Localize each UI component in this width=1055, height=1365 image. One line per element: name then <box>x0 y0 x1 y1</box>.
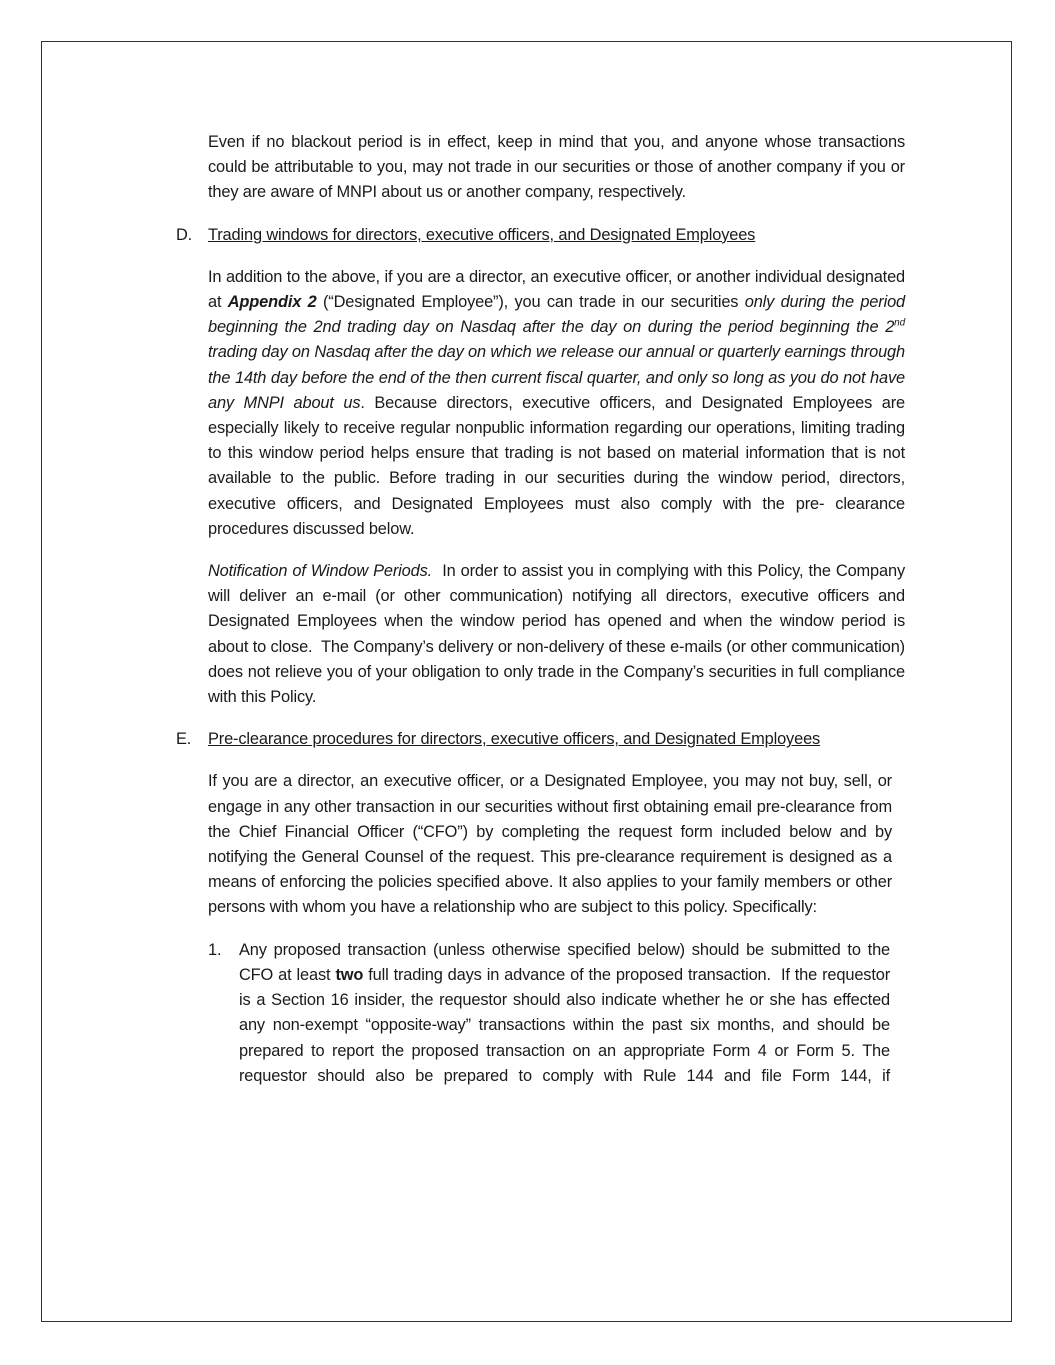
text: In addition to the above, if you are a director, an executive officer, or another individual designated at <box>208 267 905 312</box>
section-e-letter: E. <box>176 730 192 749</box>
list-number: 1. <box>208 940 222 959</box>
section-d-heading <box>176 223 905 248</box>
section-e-heading <box>176 727 905 752</box>
section-e-paragraph-1: If you are a director, an executive officer, or a Designated Employee, you may not buy, sell, or engage in any other transaction in our securities without first obtaining email pre-clearance from the Chief Financial Officer (“CFO”) by completing the request form included below and by notifying the General Counsel of the request. This pre-clearance requirement is designed as a means of enforcing the policies specified above. It also applies to your family members or other persons with whom you have a relationship who are subject to this policy. Specifically: <box>208 772 892 917</box>
bold-text: two <box>335 965 364 984</box>
list-item <box>208 938 895 1089</box>
italic-text: trading day on Nasdaq after the day on which we release our annual or quarterly earnings through the 14th day before the end of the then current fiscal quarter, and only so long as you do not have any MNPI about us <box>208 343 905 412</box>
text: (“Designated Employee”), you can trade in our securities <box>316 293 745 312</box>
section-d-paragraph-1 <box>208 265 905 542</box>
section-d-letter: D. <box>176 225 193 244</box>
superscript: nd <box>894 317 905 329</box>
text: full trading days in advance of the proposed transaction. If the requestor is a Section 16 insider, the requestor should also indicate whether he or she has effected any non-exempt “opposite-way” transactions within the past six months, and should be prepared to report the proposed transaction on an appropriate Form 4 or Form 5. The requestor should also be prepared to comply with Rule 144 and file Form 144, if <box>239 965 895 1085</box>
notification-subheading: Notification of Window Periods. <box>208 562 433 581</box>
text: . Because directors, executive officers, and Designated Employees are especially likely to receive regular nonpublic information regarding our operations, limiting trading to this window period helps ensure that trading is not based on material information that is not available to the public. Before trading in our securities during the window period, directors, executive officers, and Designated Employees must also comply with the pre- clearance procedures discussed below. <box>208 393 906 538</box>
intro-paragraph: Even if no blackout period is in effect, keep in mind that you, and anyone whose transactions could be attributable to you, may not trade in our securities or those of another company if you or they are aware of MNPI about us or another company, respectively. <box>208 133 905 202</box>
section-e-title: Pre-clearance procedures for directors, executive officers, and Designated Employees <box>208 730 821 749</box>
document-body <box>176 130 910 1089</box>
appendix-reference: Appendix 2 <box>227 293 317 312</box>
text: Any proposed transaction (unless otherwise specified below) should be submitted to the CFO at least <box>239 940 890 984</box>
section-d-paragraph-2 <box>208 559 910 710</box>
text: In order to assist you in complying with this Policy, the Company will deliver an e-mail (or other communication) notifying all directors, executive officers and Designated Employees when the window period has opened and when the window period is about to close. The Company’s delivery or non-delivery of these e-mails (or other communication) does not relieve you of your obligation to only trade in the Company’s securities in full compliance with this Policy. <box>208 562 910 707</box>
section-d-title: Trading windows for directors, executive officers, and Designated Employees <box>208 225 756 244</box>
italic-text: only during the period beginning the 2nd trading day on Nasdaq after the day on during the period beginning the 2 <box>208 293 906 337</box>
